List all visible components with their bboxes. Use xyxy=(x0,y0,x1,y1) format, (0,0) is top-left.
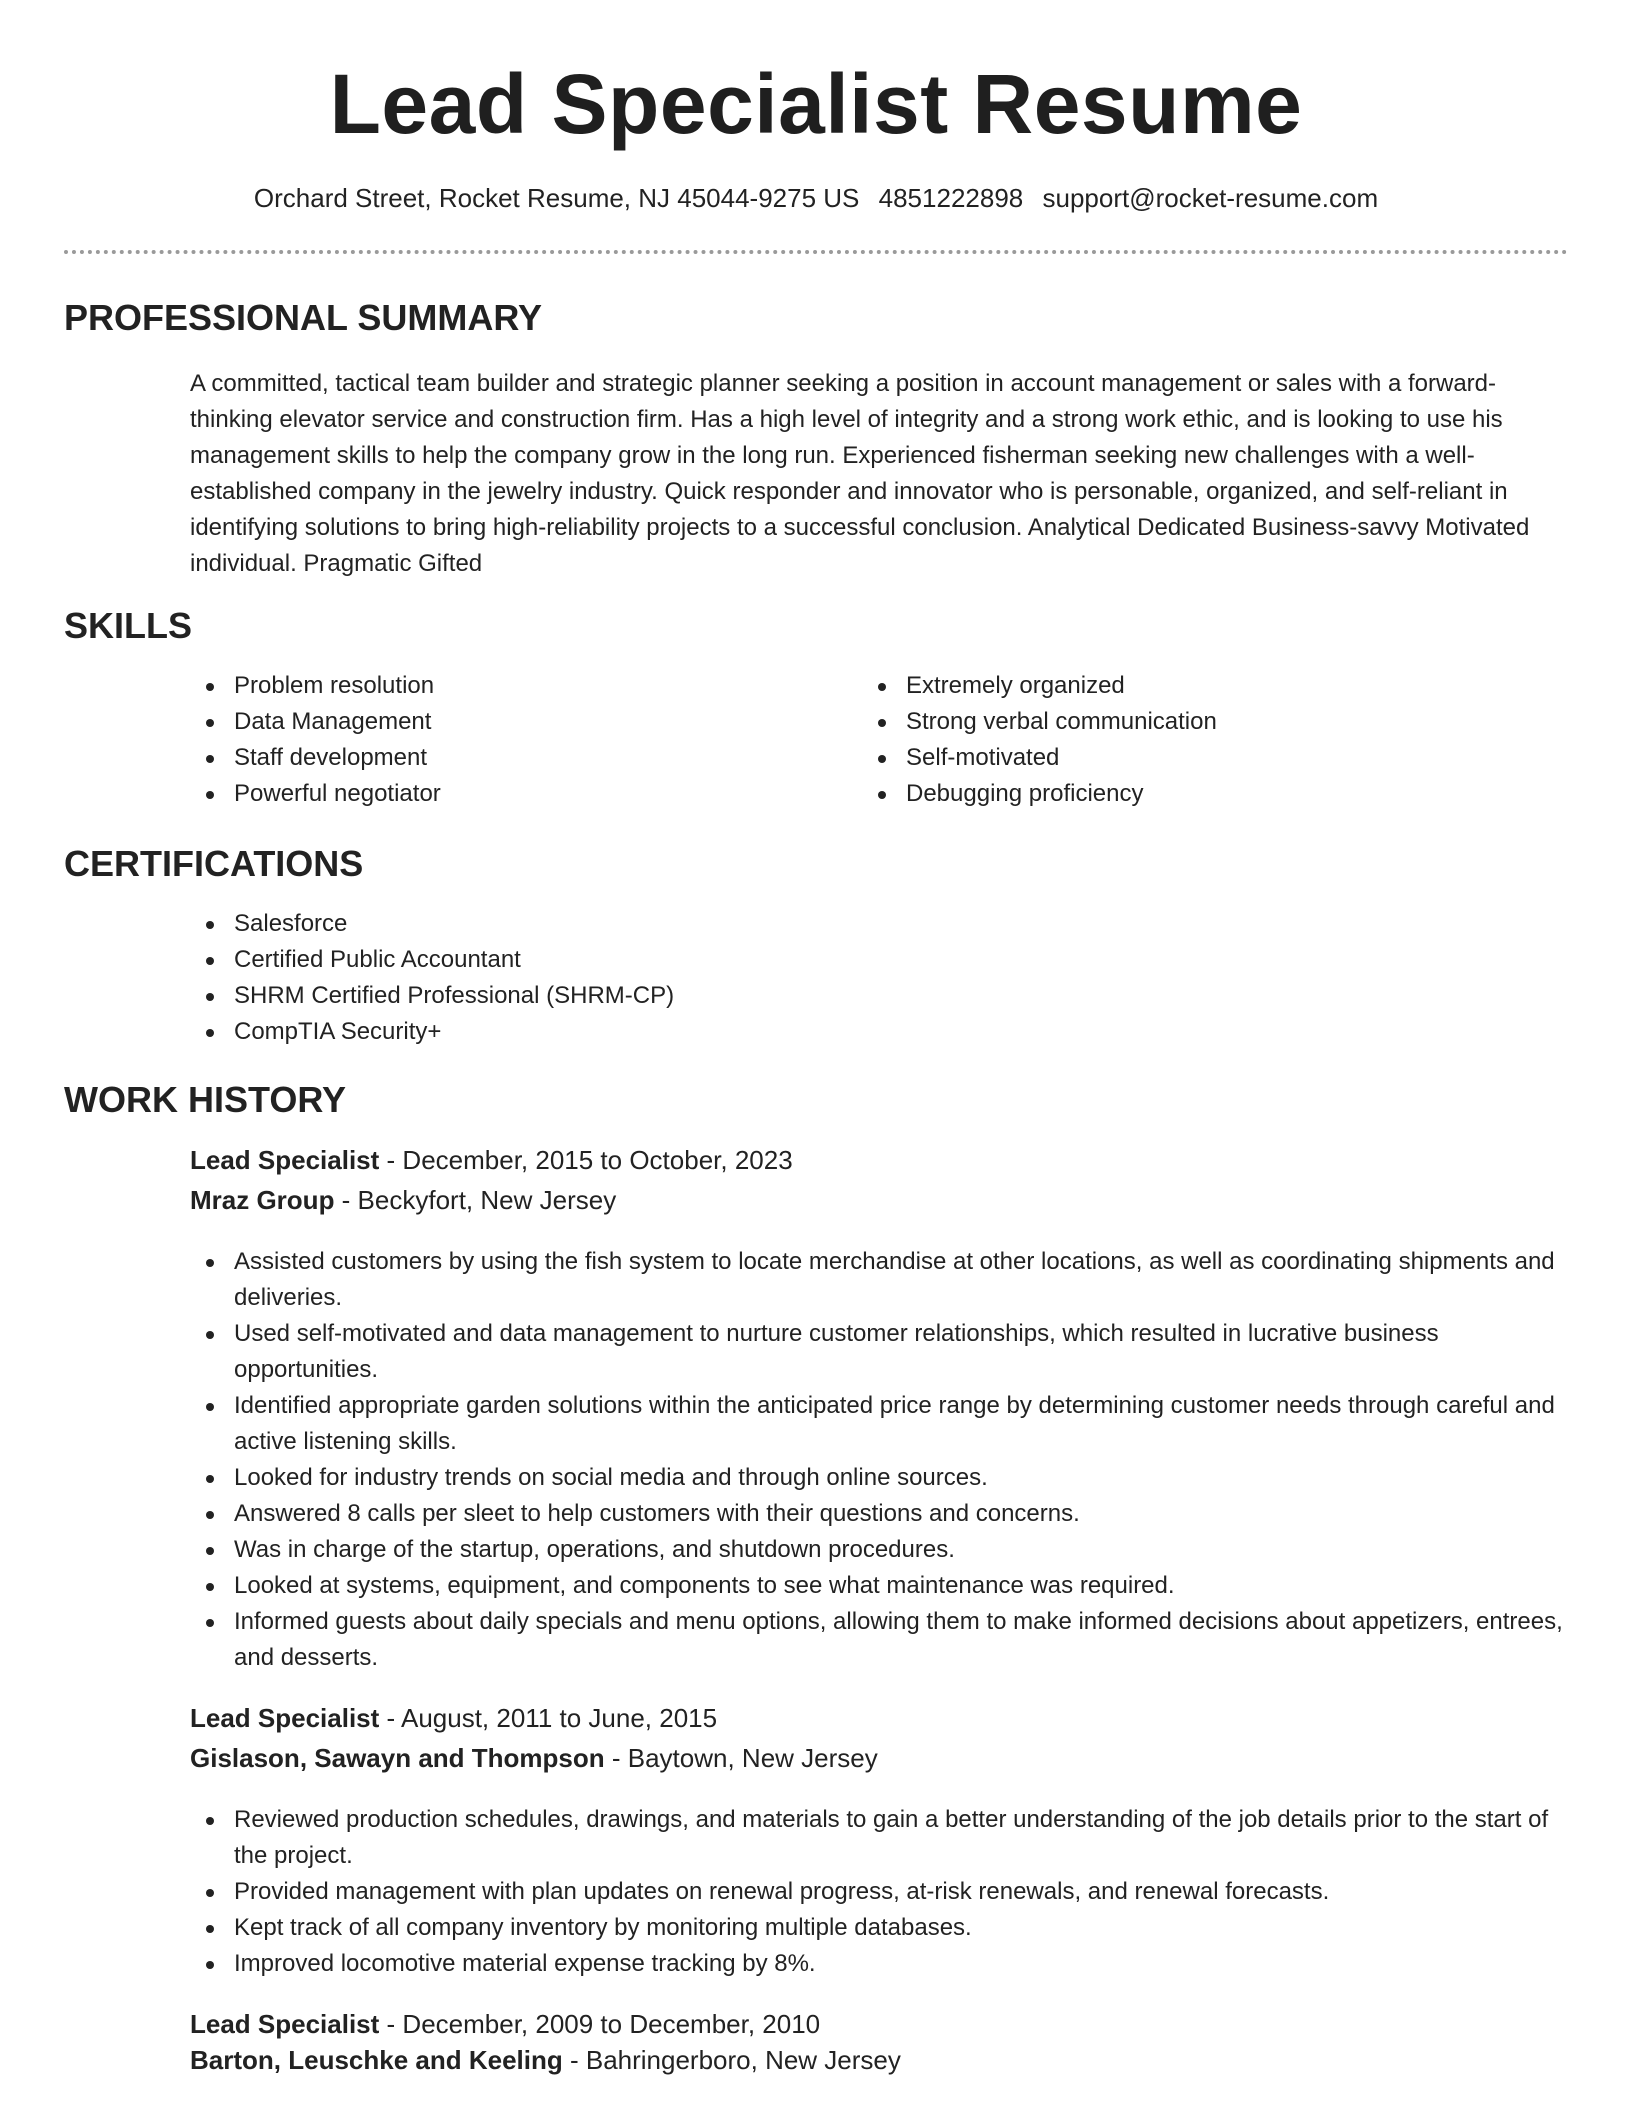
job-company: Gislason, Sawayn and Thompson xyxy=(190,1743,605,1773)
list-item: Kept track of all company inventory by monitoring multiple databases. xyxy=(190,1910,1572,1946)
work-history-heading: WORK HISTORY xyxy=(64,1079,347,1120)
list-item: Debugging proficiency xyxy=(862,776,1562,812)
job-dates: - December, 2015 to October, 2023 xyxy=(379,1145,793,1175)
summary-heading: PROFESSIONAL SUMMARY xyxy=(64,297,543,338)
list-item: Looked at systems, equipment, and components to see what maintenance was required. xyxy=(190,1568,1572,1604)
list-item: Certified Public Accountant xyxy=(190,942,1570,978)
certifications-list xyxy=(190,906,1570,1050)
job-duties-list xyxy=(190,1244,1572,1676)
job-location: - Beckyfort, New Jersey xyxy=(334,1185,617,1215)
list-item: Assisted customers by using the fish system to locate merchandise at other locations, as well as coordinating shipments and deliveries. xyxy=(190,1244,1572,1316)
list-item: Salesforce xyxy=(190,906,1570,942)
job-title: Lead Specialist xyxy=(190,1703,380,1733)
list-item: Answered 8 calls per sleet to help customers with their questions and concerns. xyxy=(190,1496,1572,1532)
list-item: CompTIA Security+ xyxy=(190,1014,1570,1050)
contact-email: support@rocket-resume.com xyxy=(1042,183,1379,213)
list-item: Was in charge of the startup, operations, and shutdown procedures. xyxy=(190,1532,1572,1568)
skills-heading: SKILLS xyxy=(64,605,193,646)
list-item: Data Management xyxy=(190,704,830,740)
job-dates: - August, 2011 to June, 2015 xyxy=(379,1703,718,1733)
resume-title: Lead Specialist Resume xyxy=(329,57,1303,151)
list-item: Used self-motivated and data management to nurture customer relationships, which resulted in lucrative business opportunities. xyxy=(190,1316,1572,1388)
job-title-line xyxy=(190,1142,793,1178)
job-title: Lead Specialist xyxy=(190,1145,380,1175)
skills-list-left xyxy=(190,668,830,812)
certifications-heading: CERTIFICATIONS xyxy=(64,843,364,884)
list-item: Improved locomotive material expense tracking by 8%. xyxy=(190,1946,1572,1982)
job-title: Lead Specialist xyxy=(190,2009,380,2039)
contact-address: Orchard Street, Rocket Resume, NJ 45044-9275 US xyxy=(253,183,860,213)
list-item: Reviewed production schedules, drawings, and materials to gain a better understanding of the job details prior to the start of the project. xyxy=(190,1802,1572,1874)
job-company: Mraz Group xyxy=(190,1185,335,1215)
job-company: Barton, Leuschke and Keeling xyxy=(190,2045,563,2075)
job-title-line xyxy=(190,2006,820,2042)
list-item: Looked for industry trends on social media and through online sources. xyxy=(190,1460,1572,1496)
list-item: SHRM Certified Professional (SHRM-CP) xyxy=(190,978,1570,1014)
list-item: Provided management with plan updates on renewal progress, at-risk renewals, and renewal forecasts. xyxy=(190,1874,1572,1910)
header-divider xyxy=(64,250,1568,254)
contact-line xyxy=(0,180,1632,216)
summary-text: A committed, tactical team builder and strategic planner seeking a position in account management or sales with a forward-thinking elevator service and construction firm. Has a high level of integrity and a strong work ethic, and is looking to use his management skills to help the company grow in the long run. Experienced fisherman seeking new challenges with a well-established company in the jewelry industry. Quick responder and innovator who is personable, organized, and self-reliant in identifying solutions to bring high-reliability projects to a successful conclusion. Analytical Dedicated Business-savvy Motivated individual. Pragmatic Gifted xyxy=(190,370,1530,577)
list-item: Powerful negotiator xyxy=(190,776,830,812)
list-item: Staff development xyxy=(190,740,830,776)
list-item: Problem resolution xyxy=(190,668,830,704)
job-location: - Baytown, New Jersey xyxy=(604,1743,878,1773)
job-title-line xyxy=(190,1700,717,1736)
list-item: Informed guests about daily specials and menu options, allowing them to make informed decisions about appetizers, entrees, and desserts. xyxy=(190,1604,1572,1676)
skills-list-right xyxy=(862,668,1562,812)
job-company-line xyxy=(190,1740,878,1776)
list-item: Identified appropriate garden solutions within the anticipated price range by determining customer needs through careful and active listening skills. xyxy=(190,1388,1572,1460)
contact-phone: 4851222898 xyxy=(878,183,1024,213)
list-item: Extremely organized xyxy=(862,668,1562,704)
job-company-line xyxy=(190,2042,901,2078)
list-item: Strong verbal communication xyxy=(862,704,1562,740)
job-location: - Bahringerboro, New Jersey xyxy=(562,2045,901,2075)
list-item: Self-motivated xyxy=(862,740,1562,776)
job-dates: - December, 2009 to December, 2010 xyxy=(379,2009,821,2039)
job-duties-list xyxy=(190,1802,1572,1982)
job-company-line xyxy=(190,1182,616,1218)
